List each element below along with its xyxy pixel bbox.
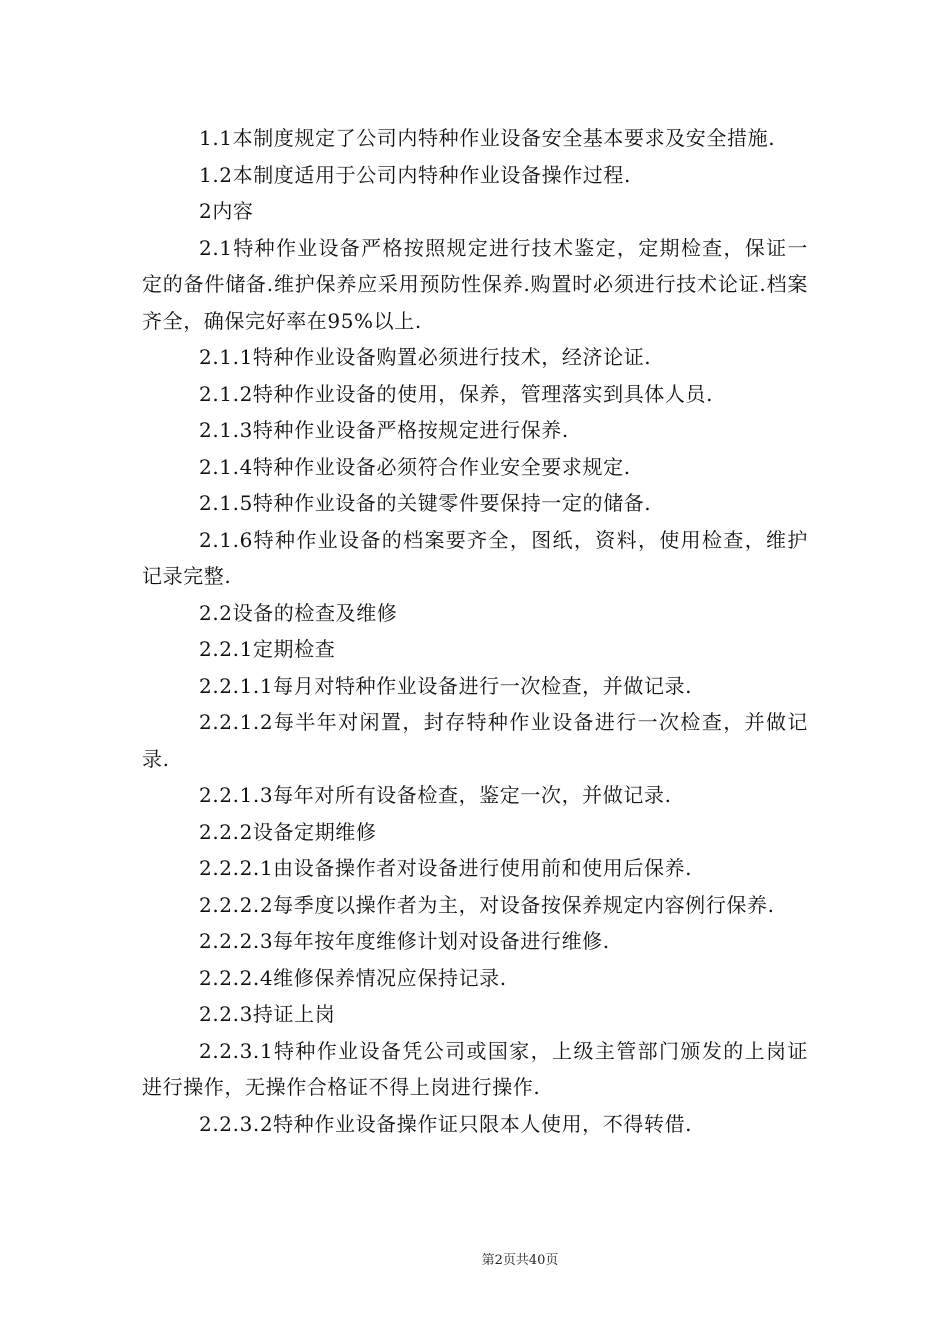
paragraph: 2.1.6特种作业设备的档案要齐全，图纸，资料，使用检查，维护记录完整.: [142, 527, 808, 588]
paragraph: 2.1.3特种作业设备严格按规定进行保养.: [199, 418, 569, 442]
paragraph: 1.2本制度适用于公司内特种作业设备操作过程.: [199, 162, 631, 187]
page-number-footer: 第2页共40页: [481, 1253, 559, 1268]
paragraph: 2.2.1.1每月对特种作业设备进行一次检查，并做记录.: [199, 673, 693, 698]
subsection-heading: 2.2.1定期检查: [199, 637, 336, 661]
section-heading: 2.2设备的检查及维修: [199, 600, 398, 625]
paragraph: 2.2.2.3每年按年度维修计划对设备进行维修.: [199, 929, 610, 953]
paragraph: 2.2.3.2特种作业设备操作证只限本人使用，不得转借.: [199, 1111, 693, 1136]
paragraph: 2.1.5特种作业设备的关键零件要保持一定的储备.: [199, 491, 652, 515]
document-body: [142, 120, 808, 1142]
subsection-heading: 2.2.3持证上岗: [199, 1002, 336, 1026]
paragraph: 2.2.1.2每半年对闲置，封存特种作业设备进行一次检查，并做记录.: [142, 710, 808, 771]
paragraph: 2.1.1特种作业设备购置必须进行技术，经济论证.: [199, 345, 652, 369]
paragraph: 2.2.2.2每季度以操作者为主，对设备按保养规定内容例行保养.: [199, 892, 775, 917]
paragraph: 2.2.2.4维修保养情况应保持记录.: [199, 965, 507, 990]
paragraph: 2.1特种作业设备严格按照规定进行技术鉴定，定期检查，保证一定的备件储备.维护保养应采用预防性保养.购置时必须进行技术论证.档案齐全，确保完好率在95%以上.: [142, 235, 808, 333]
section-heading: 2内容: [199, 199, 254, 223]
paragraph: 1.1本制度规定了公司内特种作业设备安全基本要求及安全措施.: [199, 126, 776, 150]
subsection-heading: 2.2.2设备定期维修: [199, 819, 377, 844]
paragraph: 2.1.2特种作业设备的使用，保养，管理落实到具体人员.: [199, 381, 714, 406]
paragraph: 2.2.1.3每年对所有设备检查，鉴定一次，并做记录.: [199, 783, 672, 807]
paragraph: 2.1.4特种作业设备必须符合作业安全要求规定.: [199, 454, 631, 479]
paragraph: 2.2.3.1特种作业设备凭公司或国家，上级主管部门颁发的上岗证进行操作，无操作合格证不得上岗进行操作.: [142, 1038, 808, 1099]
paragraph: 2.2.2.1由设备操作者对设备进行使用前和使用后保养.: [199, 856, 693, 880]
